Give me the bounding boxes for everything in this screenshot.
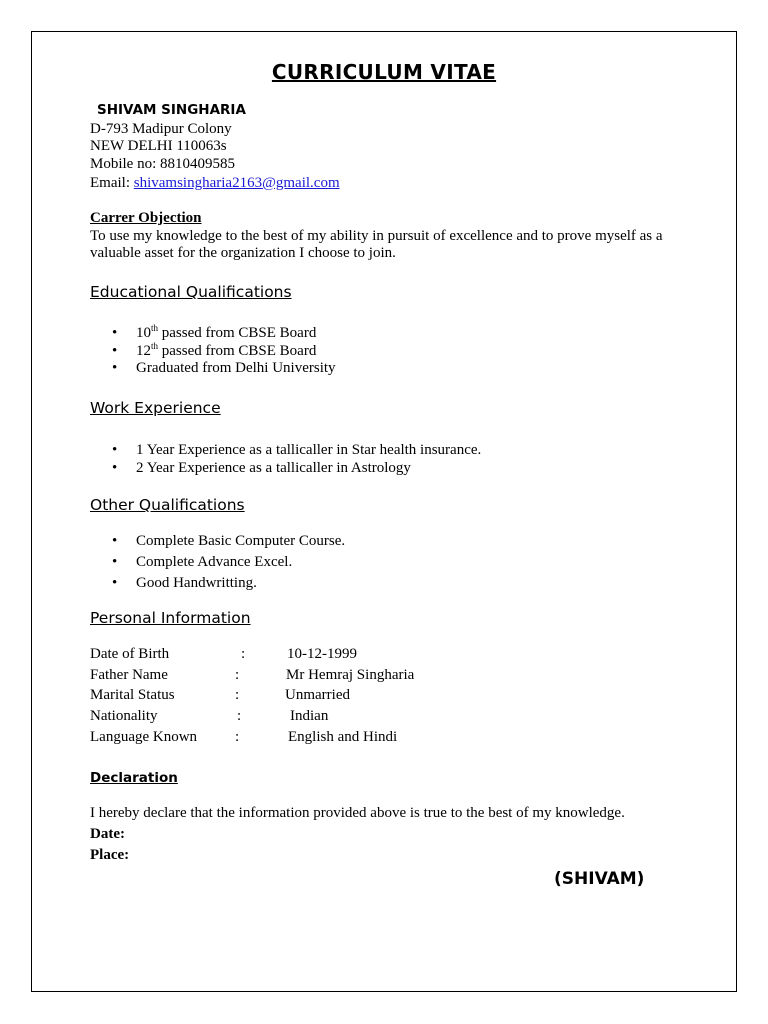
personal-separator: :: [235, 729, 240, 745]
personal-value: Unmarried: [285, 687, 350, 703]
objective-heading: Carrer Objection: [90, 210, 202, 226]
bullet-icon: •: [112, 533, 118, 549]
work-heading: Work Experience: [90, 399, 221, 417]
bullet-icon: •: [112, 360, 118, 376]
personal-value: English and Hindi: [288, 729, 398, 745]
personal-label: Marital Status: [90, 687, 175, 703]
personal-separator: :: [241, 646, 246, 662]
personal-separator: :: [237, 708, 242, 724]
mobile-number: Mobile no: 8810409585: [90, 156, 235, 172]
declaration-text: I hereby declare that the information provided above is true to the best of my knowledge.: [90, 805, 625, 821]
signature-name: (SHIVAM): [554, 869, 645, 889]
personal-value: Mr Hemraj Singharia: [286, 667, 415, 683]
email-link[interactable]: shivamsingharia2163@gmail.com: [133, 175, 340, 191]
bullet-icon: •: [112, 325, 118, 341]
address-line-1: D-793 Madipur Colony: [90, 121, 232, 137]
bullet-icon: •: [112, 460, 118, 476]
other-heading: Other Qualifications: [90, 496, 245, 514]
declaration-heading: Declaration: [90, 770, 178, 786]
bullet-icon: •: [112, 575, 118, 591]
date-label: Date:: [90, 826, 125, 842]
education-heading: Educational Qualifications: [90, 283, 292, 301]
personal-value: Indian: [290, 708, 329, 724]
personal-label: Nationality: [90, 708, 158, 724]
personal-label: Father Name: [90, 667, 168, 683]
document-title: CURRICULUM VITAE: [271, 60, 497, 84]
personal-value: 10-12-1999: [287, 646, 357, 662]
bullet-icon: •: [112, 554, 118, 570]
personal-heading: Personal Information: [90, 609, 251, 627]
objective-text: To use my knowledge to the best of my ability in pursuit of excellence and to prove myself as a valuable asset for the organization I choose to join.: [90, 228, 663, 261]
email-line: [90, 175, 340, 192]
personal-label: Date of Birth: [90, 646, 170, 662]
bullet-icon: •: [112, 442, 118, 458]
bullet-icon: •: [112, 343, 118, 359]
address-line-2: NEW DELHI 110063s: [90, 138, 227, 154]
candidate-name: SHIVAM SINGHARIA: [97, 102, 246, 118]
email-label: Email:: [90, 175, 134, 191]
personal-label: Language Known: [90, 729, 198, 745]
personal-separator: :: [235, 687, 240, 703]
place-label: Place:: [90, 847, 130, 863]
personal-separator: :: [235, 667, 240, 683]
